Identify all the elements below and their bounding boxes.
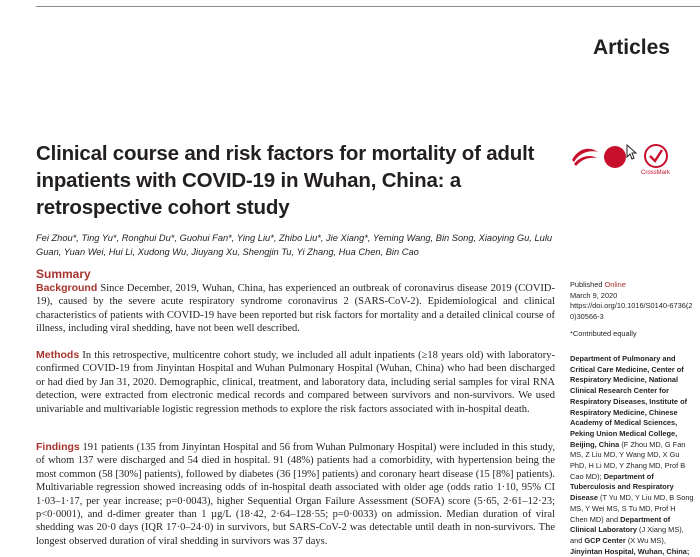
affiliation-4: GCP Center <box>584 535 626 545</box>
affiliation-1-names: (F Zhou MD, G Fan MS, Z Liu MD, Y Wang MD, X Gu PhD, H Li MD, Y Zhang MD, Prof B Cao MD); <box>570 439 686 481</box>
findings-text: 191 patients (135 from Jinyintan Hospital and 56 from Wuhan Pulmonary Hospital) were included in this study, of whom 137 were discharged and 54 died in hospital. 91 (48%) patients had a comorbidity, with hypertension being the most common (58 [30%] patients), followed by diabetes (36 [19%] patients) and coronary heart disease (15 [8%] patients). Multivariable regression showed increasing odds of in-hospital death associated with older age (odds ratio 1·10, 95% CI 1·03–1·17, per year increase; p=0·0043), higher Sequential Organ Failure Assessment (SOFA) score (5·65, 2·61–12·23; p<0·0001), and d-dimer greater than 1 µg/L (18·42, 2·64–128·55; p=0·0033) on admission. Median duration of viral shedding was 20·0 days (IQR 17·0–24·0) in survivors, but SARS-CoV-2 was detectable until death in non-survivors. The longest observed duration of viral shedding in survivors was 37 days. <box>36 442 555 547</box>
affiliation-3: Department of Clinical Laboratory <box>570 514 671 535</box>
summary-heading: Summary <box>36 267 91 281</box>
crossmark-label: CrossMark <box>641 170 671 176</box>
published-line <box>570 280 695 291</box>
crossmark-icon[interactable] <box>644 144 668 168</box>
affiliation-5: Jinyintan Hospital, Wuhan, China; <box>570 546 690 556</box>
published-label: Published <box>570 280 605 289</box>
published-date: March 9, 2020 <box>570 290 618 300</box>
affiliation-1: Department of Pulmonary and Critical Care Medicine, Center of Respiratory Medicine, National Clinical Research Center for Respiratory Diseases, Institute of Respiratory Medicine, Chinese Academy of Medical Sciences, Peking Union Medical College, Beijing, China <box>570 354 688 449</box>
abstract-methods <box>36 349 555 416</box>
abstract-background <box>36 282 555 336</box>
affiliation-2-tail: and <box>603 514 621 524</box>
background-text: Since December, 2019, Wuhan, China, has experienced an outbreak of coronavirus disease 2019 (COVID-19), caused by the severe acute respiratory syndrome coronavirus 2 (SARS-CoV-2). Epidemiological and clinical characteristics of patients with COVID-19 have been reported but risk factors for mortality and a detailed clinical course of illness, including viral shedding, have not been well described. <box>36 283 555 335</box>
article-title: Clinical course and risk factors for mortality of adult inpatients with COVID-19 in Wuhan, China: a retrospective cohort study <box>36 142 535 219</box>
affiliation-2: Department of Tuberculosis and Respiratory Disease <box>570 471 674 503</box>
affiliation-3-names: (J Xiang MS), and <box>570 525 684 545</box>
section-label: Articles <box>592 36 670 59</box>
doi-link[interactable]: https://doi.org/10.1016/S0140-6736(20)30566-3 <box>570 301 693 322</box>
methods-text: In this retrospective, multicentre cohort study, we included all adult inpatients (≥18 years old) with laboratory-confirmed COVID-19 from Jinyintan Hospital and Wuhan Pulmonary Hospital (Wuhan, China) who had been discharged or had died by Jan 31, 2020. Demographic, clinical, treatment, and laboratory data, including serial samples for viral RNA detection, were extracted from electronic medical records and compared between survivors and non-survivors. We used univariable and multivariable logistic regression methods to explore the risk factors associated with in-hospital death. <box>36 350 555 415</box>
article-badges <box>570 140 680 180</box>
findings-label: Findings <box>36 441 80 453</box>
cursor-icon <box>625 144 639 160</box>
abstract-findings <box>36 441 555 548</box>
methods-label: Methods <box>36 349 80 361</box>
affiliations <box>570 354 695 557</box>
published-online: Online <box>604 280 626 289</box>
affiliation-4-names: (X Wu MS), <box>627 535 666 545</box>
affiliation-2-names: (T Yu MD, Y Liu MD, B Song MS, Y Wei MS, S Tu MD, Prof H Chen MD) <box>570 493 694 524</box>
contributed-note: *Contributed equally <box>570 328 637 338</box>
author-list: Fei Zhou*, Ting Yu*, Ronghui Du*, Guohui Fan*, Ying Liu*, Zhibo Liu*, Jie Xiang*, Yeming Wang, Bin Song, Xiaoying Gu, Lulu Guan, Yuan Wei, Hui Li, Xudong Wu, Jiuyang Xu, Shengjin Tu, Yi Zhang, Hua Chen, Bin Cao <box>36 233 553 257</box>
top-rule <box>36 6 700 7</box>
background-label: Background <box>36 282 98 294</box>
journal-swoosh-icon <box>570 144 600 170</box>
publication-info <box>570 280 695 340</box>
open-access-icon <box>604 146 626 168</box>
